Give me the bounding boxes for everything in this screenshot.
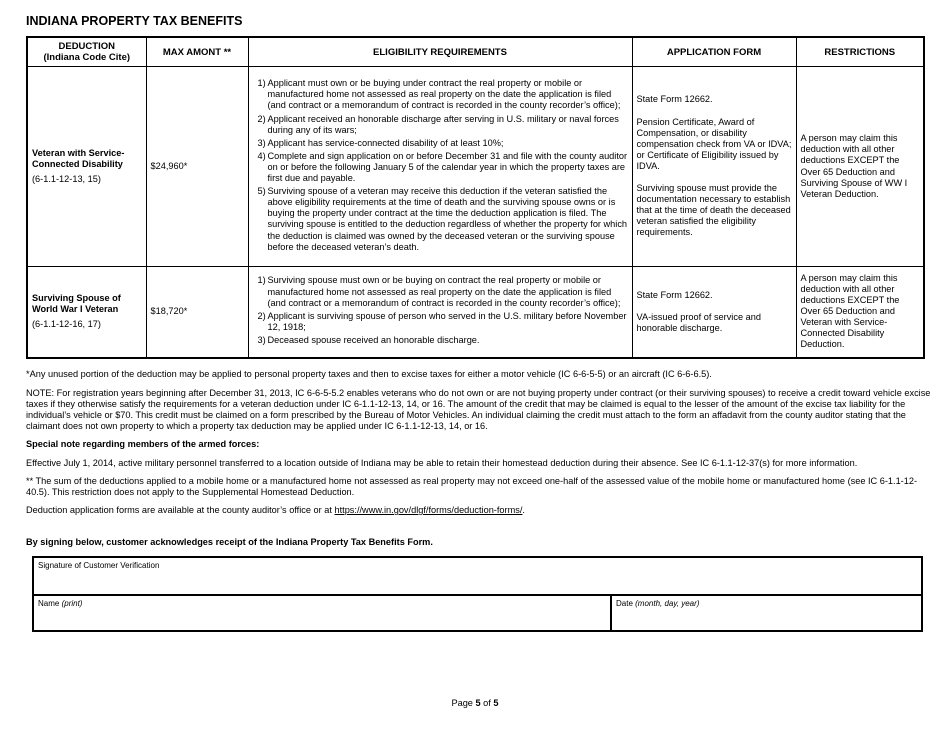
form-text: VA-issued proof of service and honorable discharge.	[636, 311, 761, 333]
signature-box	[32, 556, 923, 632]
name-field[interactable]	[34, 596, 612, 630]
page-number: Page 5 of 5	[451, 698, 499, 708]
header-eligibility: ELIGIBILITY REQUIREMENTS	[248, 37, 632, 67]
deduction-cell	[27, 67, 146, 267]
max-amount-cell: $18,720*	[146, 267, 248, 358]
table-header-row	[27, 37, 924, 67]
deduction-name: Veteran with Service-Connected Disability	[32, 147, 125, 169]
list-item: 5) Surviving spouse of a veteran may receive this deduction if the veteran satisfied the above eligibility requirements at the time of death and the surviving spouse owns or is buying the property under contract at the time the deduction application is filed. The surviving spouse is entitled to the deduction regardless of whether the property for which the deduction is claimed was owned by the deceased veteran or the surviving spouse before the deceased veteran’s death.	[257, 186, 628, 252]
table-row	[27, 267, 924, 358]
application-form-cell	[632, 267, 796, 358]
eligibility-cell	[248, 267, 632, 358]
header-application-form: APPLICATION FORM	[632, 37, 796, 67]
mobile-home-note: ** The sum of the deductions applied to a mobile home or a manufactured home not assessed as real property may not exceed one-half of the assessed value of the mobile home or manufactured home (see IC 6-1.1-12-40.5). This restriction does not apply to the Supplemental Homestead Deduction.	[26, 476, 918, 498]
deduction-forms-link[interactable]: https://www.in.gov/dlgf/forms/deduction-forms/	[334, 505, 523, 515]
list-item: 2) Applicant is surviving spouse of person who served in the U.S. military before November 12, 1918;	[257, 310, 627, 332]
date-field[interactable]	[612, 596, 921, 630]
date-label: Date (month, day, year)	[616, 599, 700, 608]
signature-field[interactable]	[34, 558, 921, 596]
signature-label: Signature of Customer Verification	[38, 561, 160, 570]
registration-note: NOTE: For registration years beginning after December 31, 2013, IC 6-6-5-5.2 enables veterans who do not own or are not buying property under contract (or their surviving spouses) to receive a credit toward vehicle excise taxes if they otherwise satisfy the requirements for a veteran deduction under IC 6-1.1-12-13, 14, or 16. The amount of the credit that may be claimed is equal to the lesser of the amount of the excise tax liability for the individual’s vehicle or $70. This credit must be claimed on a form prescribed by the Bureau of Motor Vehicles. An individual claiming the credit must attach to the form an affadavit from the county auditor stating that the claimant does not own property to which a property tax deduction may be applied under IC 6-1.1-12-13, 14, or 16.	[26, 388, 931, 432]
deduction-name: Surviving Spouse of World War I Veteran	[32, 293, 121, 315]
header-deduction-label: DEDUCTION	[58, 41, 115, 52]
table-row	[27, 67, 924, 267]
application-form-cell	[632, 67, 796, 267]
max-amount-cell: $24,960*	[146, 67, 248, 267]
list-item: 2) Applicant received an honorable discharge after serving in U.S. military or naval forces during any of its wars;	[257, 113, 619, 135]
requirements-list	[253, 78, 628, 252]
list-item: 3) Applicant has service-connected disability of at least 10%;	[257, 137, 504, 148]
eligibility-cell	[248, 67, 632, 267]
deduction-cite: (6-1.1-12-16, 17)	[32, 319, 101, 330]
armed-forces-note: Effective July 1, 2014, active military personnel transferred to a location outside of Indiana may be able to retain their homestead deduction during their absence. See IC 6-1.1-12-37(s) for more information.	[26, 458, 858, 468]
list-item: 1) Applicant must own or be buying under contract the real property or mobile or manufactured home not assessed as real property on the date the application is filed (and contract or a memorandum of contract is recorded in the county recorder’s office);	[257, 78, 621, 111]
restrictions-cell: A person may claim this deduction with all other deductions EXCEPT the Over 65 Deduction and Veteran with Service-Connected Disability Deduction.	[796, 267, 924, 358]
list-item: 1) Surviving spouse must own or be buying on contract the real property or mobile or manufactured home not assessed as real property on the date the application is filed (and contract or a memorandum of contract is recorded in the county recorder’s office);	[257, 275, 621, 308]
benefits-table	[26, 36, 925, 359]
form-text: State Form 12662.	[636, 289, 713, 300]
header-deduction-cite: (Indiana Code Cite)	[43, 52, 131, 63]
header-deduction	[27, 37, 146, 67]
unused-portion-note: *Any unused portion of the deduction may be applied to personal property taxes and then to excise taxes for either a motor vehicle (IC 6-6-5-5) or an aircraft (IC 6-6-6.5).	[26, 369, 712, 379]
acknowledgement: By signing below, customer acknowledges receipt of the Indiana Property Tax Benefits Form.	[26, 537, 433, 547]
armed-forces-heading: Special note regarding members of the armed forces:	[26, 439, 260, 449]
forms-available-note: Deduction application forms are available at the county auditor’s office or at https://www.in.gov/dlgf/forms/deduction-forms/.	[26, 505, 525, 515]
form-text: State Form 12662.	[636, 94, 713, 105]
list-item: 4) Complete and sign application on or before December 31 and file with the county auditor on or before the following January 5 of the calendar year in which the property taxes are first due and payable.	[257, 150, 628, 184]
deduction-cite: (6-1.1-12-13, 15)	[32, 174, 101, 185]
requirements-list	[253, 275, 628, 346]
list-item: 3) Deceased spouse received an honorable discharge.	[257, 334, 480, 345]
header-max-amount: MAX AMONT **	[146, 37, 248, 67]
restrictions-cell: A person may claim this deduction with all other deductions EXCEPT the Over 65 Deduction and Surviving Spouse of WW I Veteran Deduction.	[796, 67, 924, 267]
header-restrictions: RESTRICTIONS	[796, 37, 924, 67]
page-title: INDIANA PROPERTY TAX BENEFITS	[26, 14, 243, 28]
form-text: Surviving spouse must provide the documentation necessary to establish that at the time of death the deceased veteran satisfied the eligibility requirements.	[636, 183, 791, 238]
deduction-cell	[27, 267, 146, 358]
form-text: Pension Certificate, Award of Compensation, or disability compensation check from VA or IDVA; or Certificate of Eligibility issued by IDVA.	[636, 116, 792, 171]
name-label: Name (print)	[38, 599, 83, 608]
